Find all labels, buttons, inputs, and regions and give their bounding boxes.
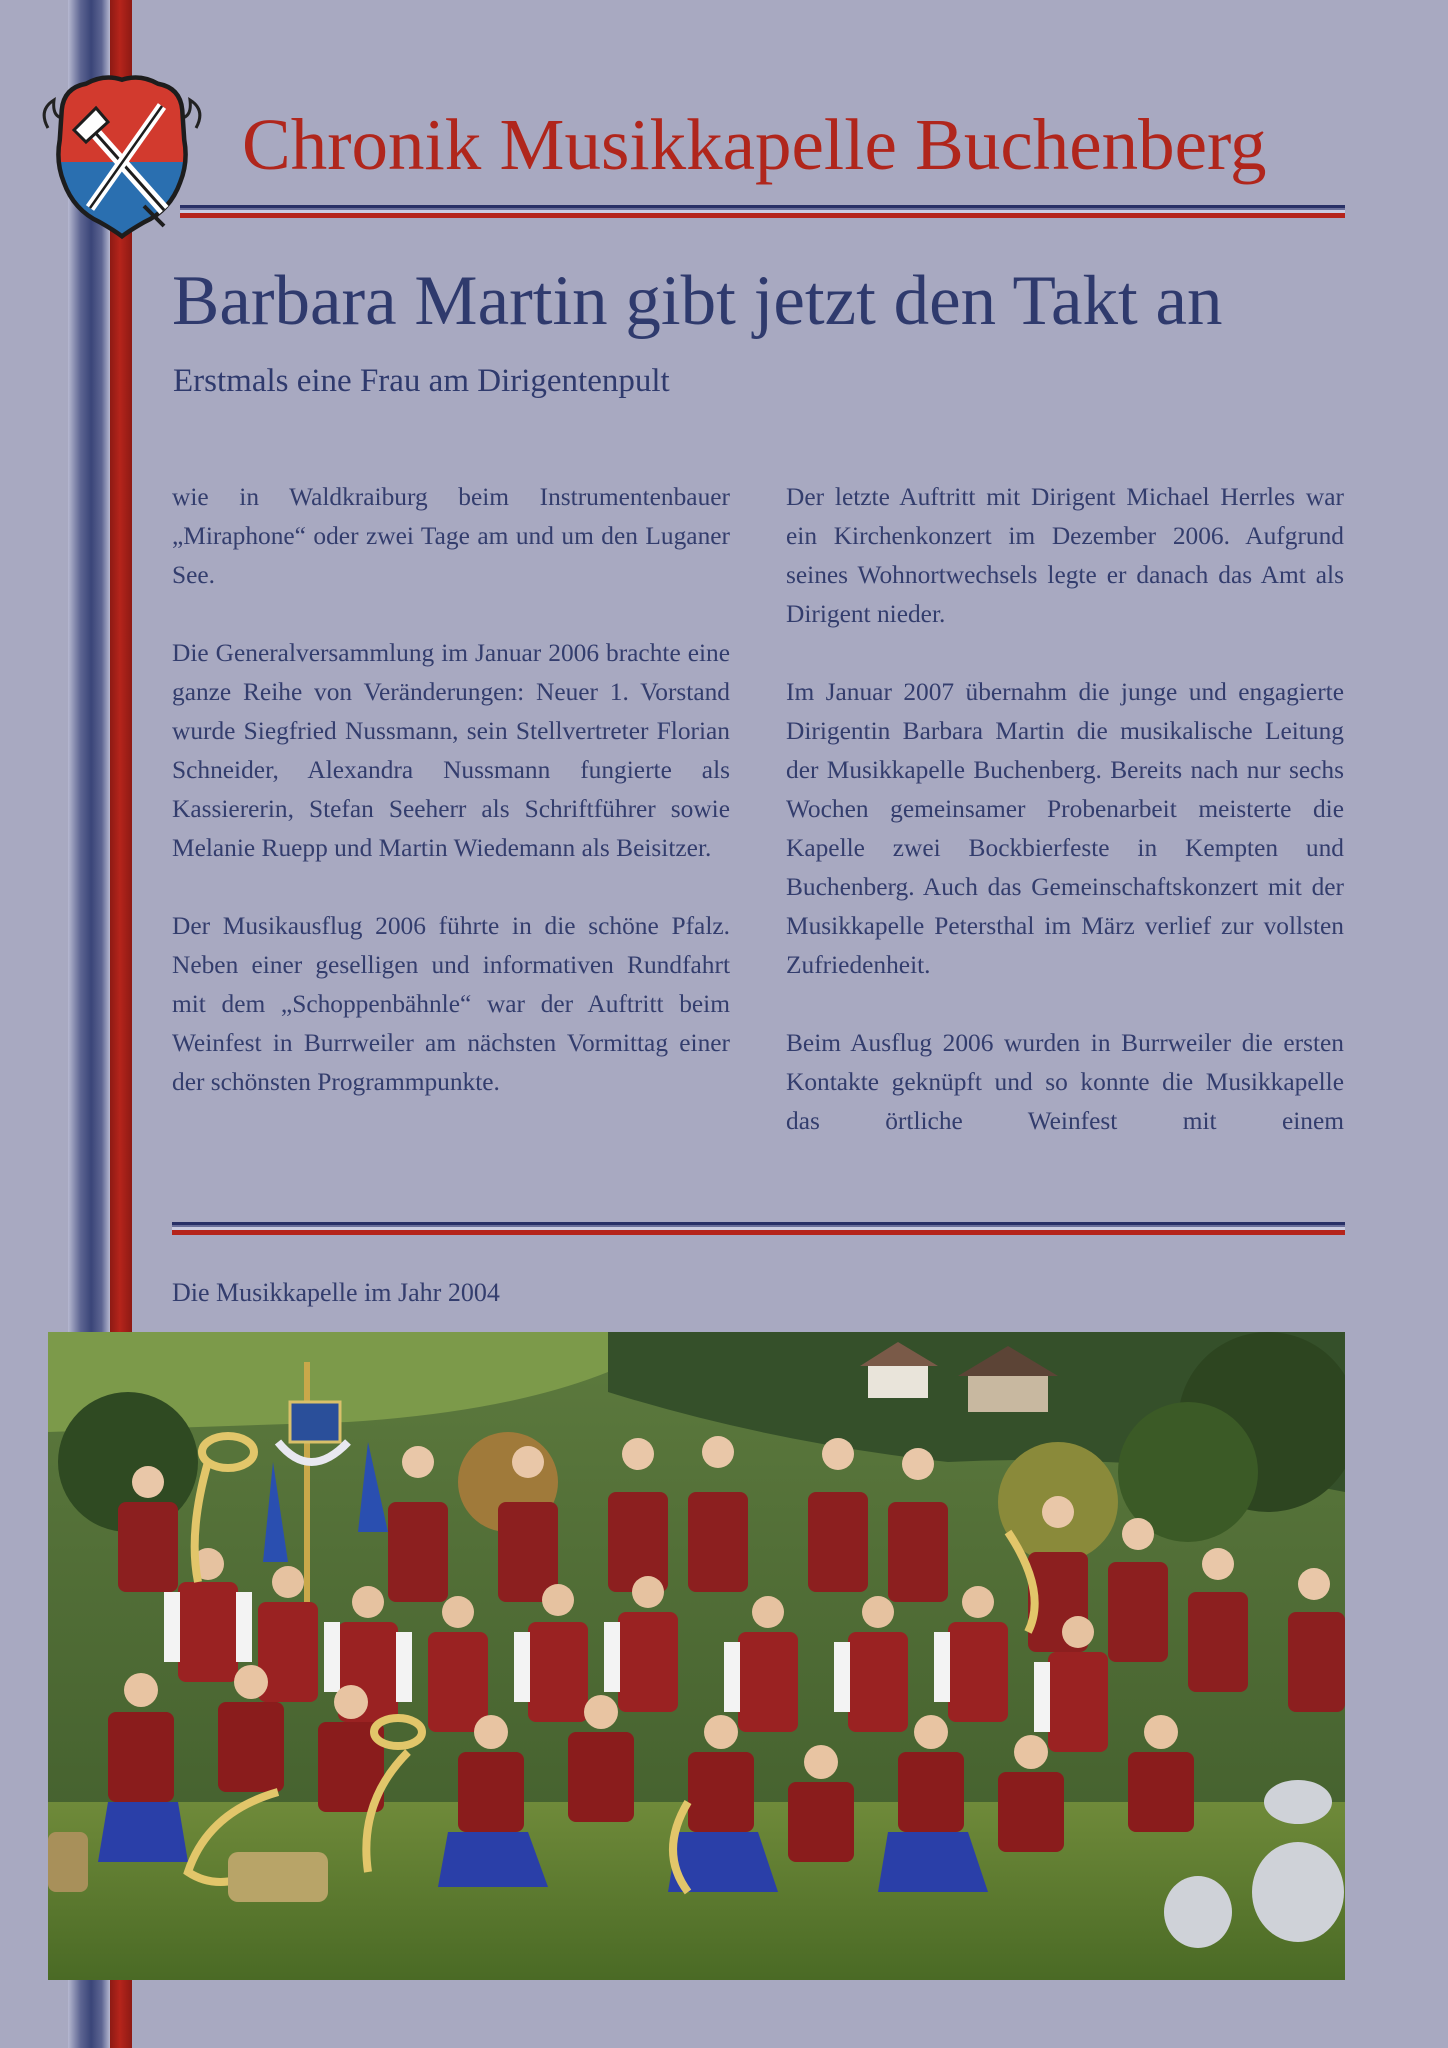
page-title: Chronik Musikkapelle Buchenberg — [242, 104, 1267, 185]
paragraph: Beim Ausflug 2006 wurden in Burrweiler die ersten Kontakte geknüpft und so konnte die Musikkapelle das örtliche Weinfest mit einem — [786, 1029, 1344, 1135]
paragraph: Der letzte Auftritt mit Dirigent Michael Herrles war ein Kirchenkonzert im Dezember 2006. Aufgrund seines Wohnortwechsels legte er danach das Amt als Dirigent nieder. — [786, 483, 1344, 628]
header-divider — [180, 205, 1345, 221]
article-subheadline: Erstmals eine Frau am Dirigentenpult — [173, 363, 670, 399]
photo-caption: Die Musikkapelle im Jahr 2004 — [172, 1278, 500, 1307]
section-divider — [172, 1222, 1345, 1238]
article-headline: Barbara Martin gibt jetzt den Takt an — [172, 262, 1223, 340]
left-text-column — [172, 478, 730, 1141]
paragraph: Die Generalversammlung im Januar 2006 brachte eine ganze Reihe von Veränderungen: Neuer 1. Vorstand wurde Siegfried Nussmann, sein Stellvertreter Florian Schneider, Alexandra Nussmann fungierte als Kassiererin, Stefan Seeherr als Schriftführer sowie Melanie Ruepp und Martin Wiedemann als Beisitzer. — [172, 639, 730, 862]
paragraph: wie in Waldkraiburg beim Instrumentenbauer „Miraphone“ oder zwei Tage am und um den Luganer See. — [172, 483, 730, 589]
band-group-photo — [48, 1332, 1345, 1980]
paragraph: Der Musikausflug 2006 führte in die schöne Pfalz. Neben einer geselligen und informativen Rundfahrt mit dem „Schoppenbähnle“ war der Auftritt beim Weinfest in Burrweiler am nächsten Vormittag einer der schönsten Programmpunkte. — [172, 912, 730, 1096]
paragraph: Im Januar 2007 übernahm die junge und engagierte Dirigentin Barbara Martin die musikalische Leitung der Musikkapelle Buchenberg. Bereits nach nur sechs Wochen gemeinsamer Probenarbeit meisterte die Kapelle zwei Bockbierfeste in Kempten und Buchenberg. Auch das Gemeinschaftskonzert mit der Musikkapelle Petersthal im März verlief zur vollsten Zufriedenheit. — [786, 678, 1344, 979]
right-text-column — [786, 478, 1344, 1180]
